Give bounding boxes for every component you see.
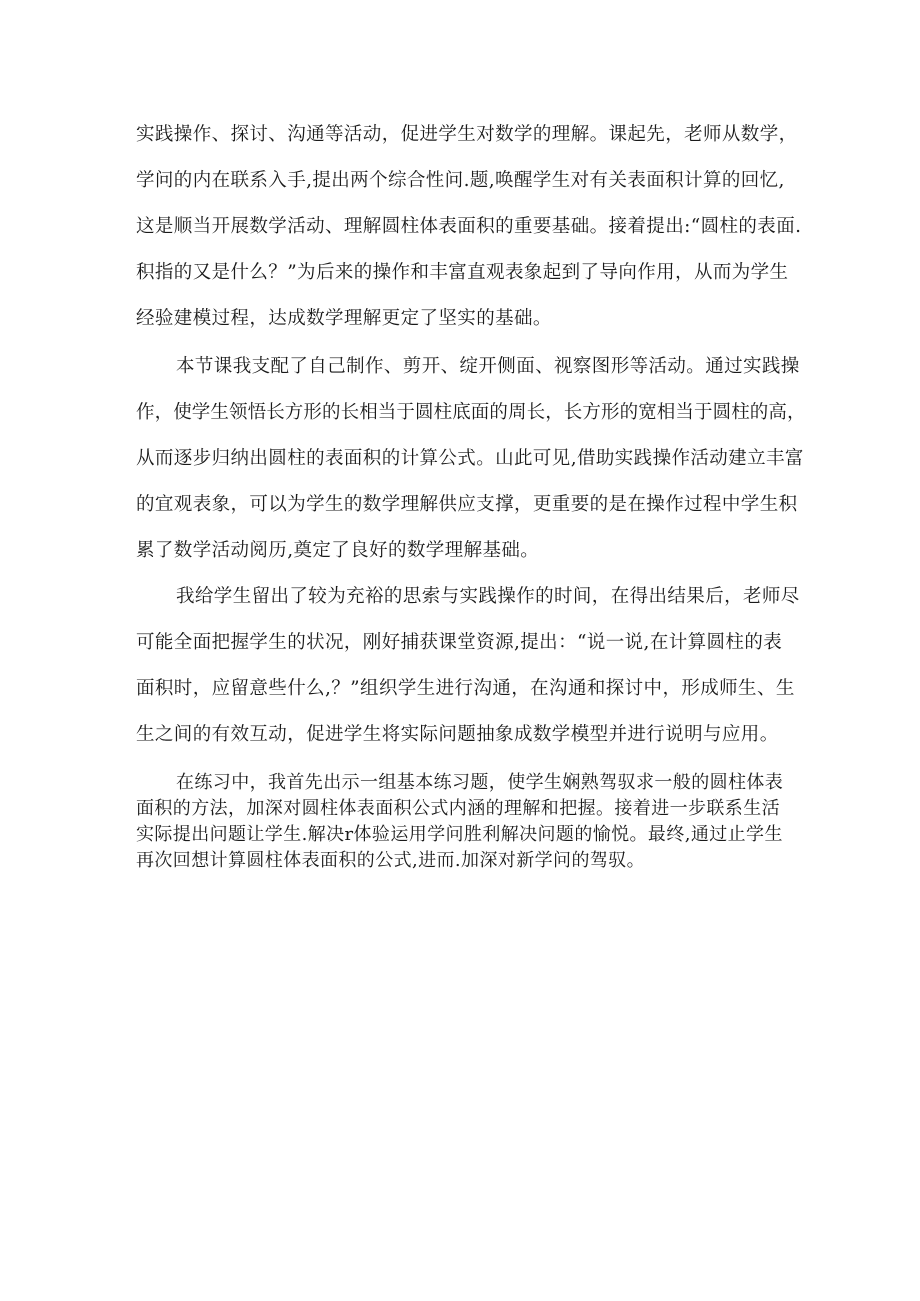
paragraph-4 <box>136 770 806 874</box>
paragraph-line: 累了数学活动阅历,奠定了良好的数学理解基础。 <box>136 540 540 561</box>
paragraph-line: 学问的内在联系入手,提出两个综合性问.题,唤醒学生对有关表面积计算的回忆, <box>136 170 785 191</box>
paragraph-line: 实际提出问题让学生.解决r体验运用学问胜利解决问题的愉悦。最终,通过止学生 <box>136 824 783 845</box>
paragraph-line: 经验建模过程，达成数学理解更定了坚实的基础。 <box>136 308 552 329</box>
paragraph-line: 本节课我支配了自己制作、剪开、绽开侧面、视察图形等活动。通过实践操 <box>176 356 800 377</box>
paragraph-line: 的宜观表象，可以为学生的数学理解供应支撑，更重要的是在操作过程中学生积 <box>136 494 798 515</box>
paragraph-line: 积指的又是什么？”为后来的操作和丰富直观表象起到了导向作用，从而为学生 <box>136 262 789 283</box>
paragraph-line: 我给学生留出了较为充裕的思索与实践操作的时间，在得出结果后，老师尽 <box>176 586 800 607</box>
paragraph-2 <box>136 344 806 574</box>
paragraph-line: 再次回想计算圆柱体表面积的公式,进而.加深对新学问的驾驭。 <box>136 850 646 871</box>
paragraph-1 <box>136 112 806 342</box>
paragraph-3 <box>136 574 806 758</box>
paragraph-line: 可能全面把握学生的状况，刚好捕获课堂资源,提出：“说一说,在计算圆柱的表 <box>136 632 783 653</box>
paragraph-line: 面积的方法，加深对圆柱体表面积公式内涵的理解和把握。接着进一步联系生活 <box>136 798 780 819</box>
paragraph-line: 作，使学生领悟长方形的长相当于圆柱底面的周长，长方形的宽相当于圆柱的高， <box>136 402 806 423</box>
paragraph-line: 在练习中，我首先出示一组基本练习题，使学生娴熟驾驭求一般的圆柱体表 <box>176 772 784 793</box>
document-page <box>136 112 806 874</box>
paragraph-line: 生之间的有效互动，促进学生将实际问题抽象成数学模型并进行说明与应用。 <box>136 724 779 745</box>
paragraph-line: 从而逐步归纳出圆柱的表面积的计算公式。山此可见,借助实践操作活动建立丰富 <box>136 448 804 469</box>
paragraph-line: 面积时，应留意些什么,？”组织学生进行沟通，在沟通和探讨中，形成师生、生 <box>136 678 795 699</box>
paragraph-line: 这是顺当开展数学活动、理解圆柱体表面积的重要基础。接着提出:“圆柱的表面. <box>136 216 802 237</box>
paragraph-line: 实践操作、探讨、沟通等活动，促进学生对数学的理解。课起先，老师从数学， <box>136 124 798 145</box>
